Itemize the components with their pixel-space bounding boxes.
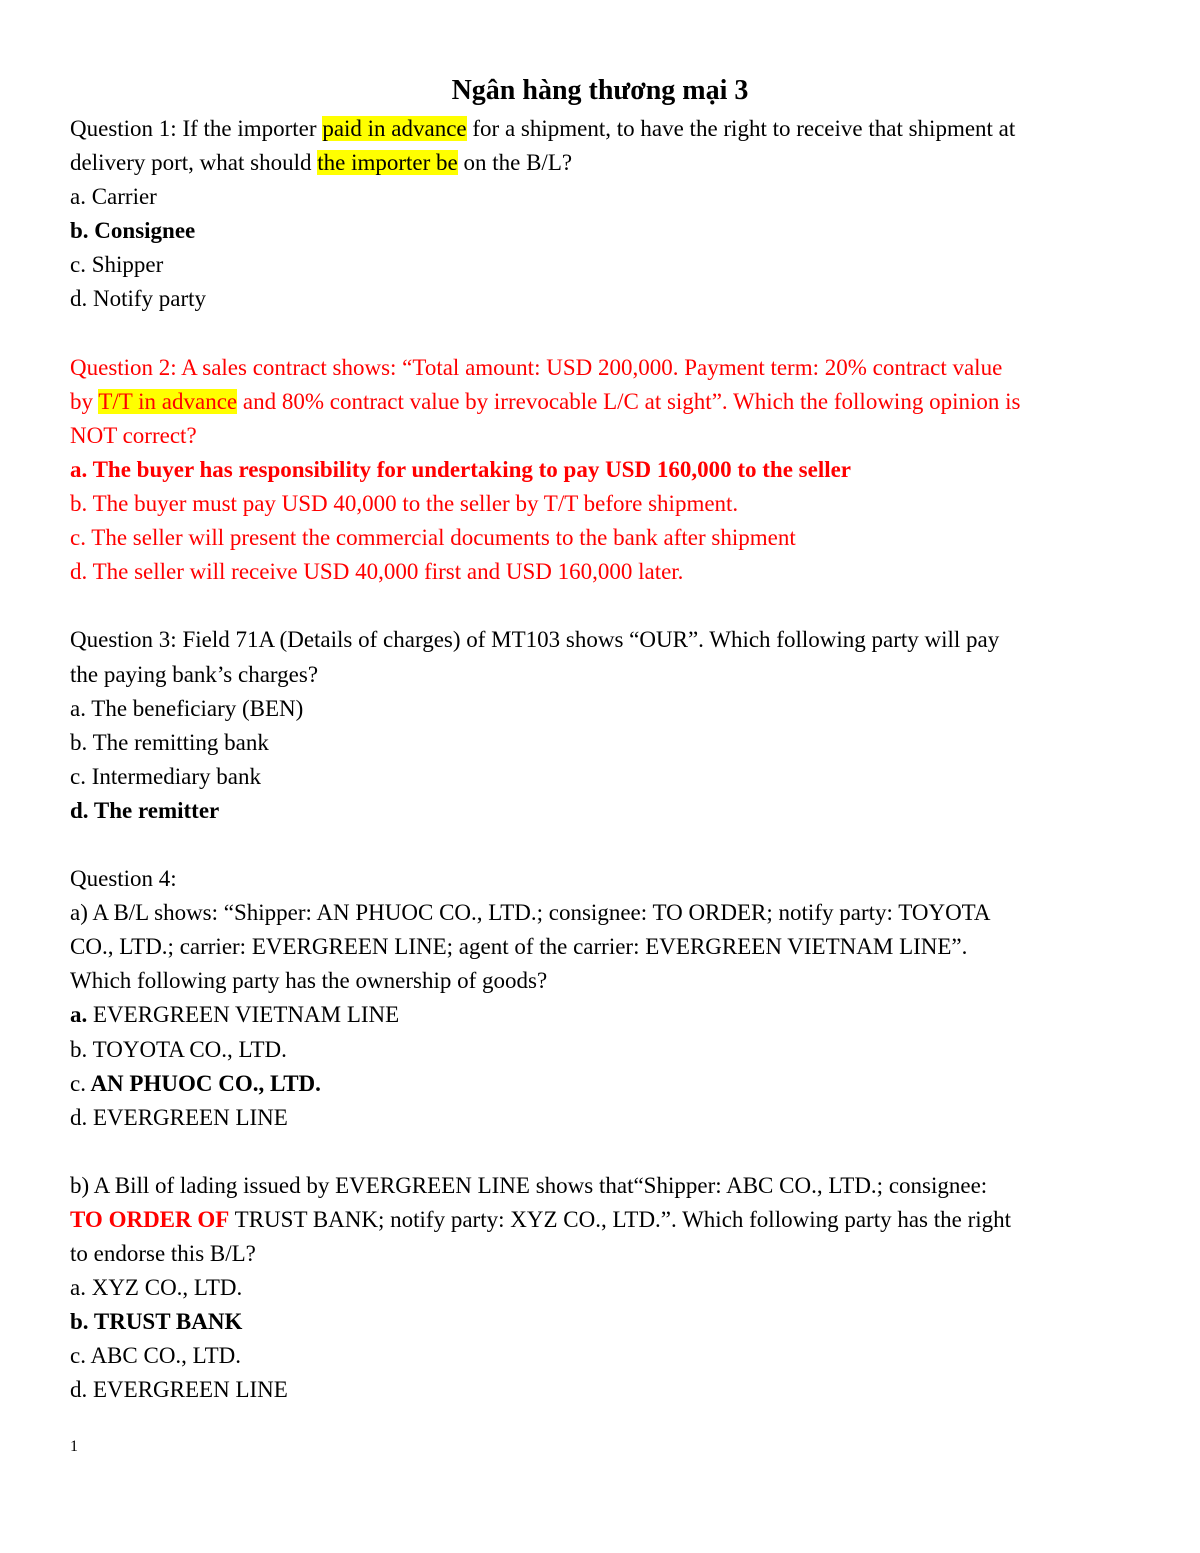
answer-option: c. Intermediary bank xyxy=(70,763,261,789)
question-text: Which following party has the ownership of goods? xyxy=(70,968,548,994)
question-2 xyxy=(70,351,1135,590)
question-heading: Question 4: xyxy=(70,866,177,892)
question-text: the paying bank’s charges? xyxy=(70,661,319,687)
question-text: delivery port, what should the importer be on the B/L? xyxy=(70,150,573,176)
question-text: by T/T in advance and 80% contract value by irrevocable L/C at sight”. Which the following opinion is xyxy=(70,388,1021,414)
page-number: 1 xyxy=(70,1438,78,1455)
answer-option: a. The beneficiary (BEN) xyxy=(70,695,304,721)
answer-option: a. XYZ CO., LTD. xyxy=(70,1275,243,1301)
question-text: Question 2: A sales contract shows: “Total amount: USD 200,000. Payment term: 20% contract value xyxy=(70,354,1003,380)
question-text: b) A Bill of lading issued by EVERGREEN LINE shows that“Shipper: ABC CO., LTD.; consignee: xyxy=(70,1172,988,1198)
question-text: to endorse this B/L? xyxy=(70,1241,256,1267)
question-1 xyxy=(70,112,1135,317)
question-text: a) A B/L shows: “Shipper: AN PHUOC CO., LTD.; consignee: TO ORDER; notify party: TOYOTA xyxy=(70,900,991,926)
answer-option: d. EVERGREEN LINE xyxy=(70,1104,288,1130)
question-text: CO., LTD.; carrier: EVERGREEN LINE; agent of the carrier: EVERGREEN VIETNAM LINE”. xyxy=(70,934,968,960)
blank-line xyxy=(70,828,1135,862)
highlighted-text: the importer be xyxy=(317,150,458,176)
blank-line xyxy=(70,589,1135,623)
blank-line xyxy=(70,317,1135,351)
answer-option: b. The remitting bank xyxy=(70,729,269,755)
answer-option: d. The seller will receive USD 40,000 first and USD 160,000 later. xyxy=(70,559,684,585)
correct-answer-option: c. AN PHUOC CO., LTD. xyxy=(70,1070,321,1096)
answer-option: b. TOYOTA CO., LTD. xyxy=(70,1036,287,1062)
correct-answer-option: d. The remitter xyxy=(70,797,220,823)
correct-answer-option: b. TRUST BANK xyxy=(70,1309,243,1335)
blank-line xyxy=(70,1135,1135,1169)
answer-option: c. The seller will present the commercial documents to the bank after shipment xyxy=(70,525,796,551)
answer-option: a. EVERGREEN VIETNAM LINE xyxy=(70,1002,400,1028)
question-text: Question 3: Field 71A (Details of charges) of MT103 shows “OUR”. Which following party will pay xyxy=(70,627,1000,653)
question-text: Question 1: If the importer paid in advance for a shipment, to have the right to receive that shipment at xyxy=(70,116,1016,141)
answer-option: d. EVERGREEN LINE xyxy=(70,1377,288,1403)
answer-option: a. Carrier xyxy=(70,184,157,210)
answer-option: c. ABC CO., LTD. xyxy=(70,1343,242,1369)
correct-answer-option: b. Consignee xyxy=(70,218,196,244)
highlighted-text: paid in advance xyxy=(322,116,467,141)
question-4 xyxy=(70,862,1135,1408)
question-text: NOT correct? xyxy=(70,422,197,448)
page-title: Ngân hàng thương mại 3 xyxy=(451,75,749,106)
question-3 xyxy=(70,623,1135,828)
answer-option: d. Notify party xyxy=(70,286,207,312)
highlighted-text: T/T in advance xyxy=(98,388,238,414)
answer-option: c. Shipper xyxy=(70,252,164,278)
document-body xyxy=(70,112,1135,1408)
question-text: TO ORDER OF TRUST BANK; notify party: XYZ CO., LTD.”. Which following party has the right xyxy=(70,1207,1012,1232)
correct-answer-option: a. The buyer has responsibility for undertaking to pay USD 160,000 to the seller xyxy=(70,456,852,482)
answer-option: b. The buyer must pay USD 40,000 to the seller by T/T before shipment. xyxy=(70,491,739,517)
red-bold-text: TO ORDER OF xyxy=(70,1207,230,1232)
